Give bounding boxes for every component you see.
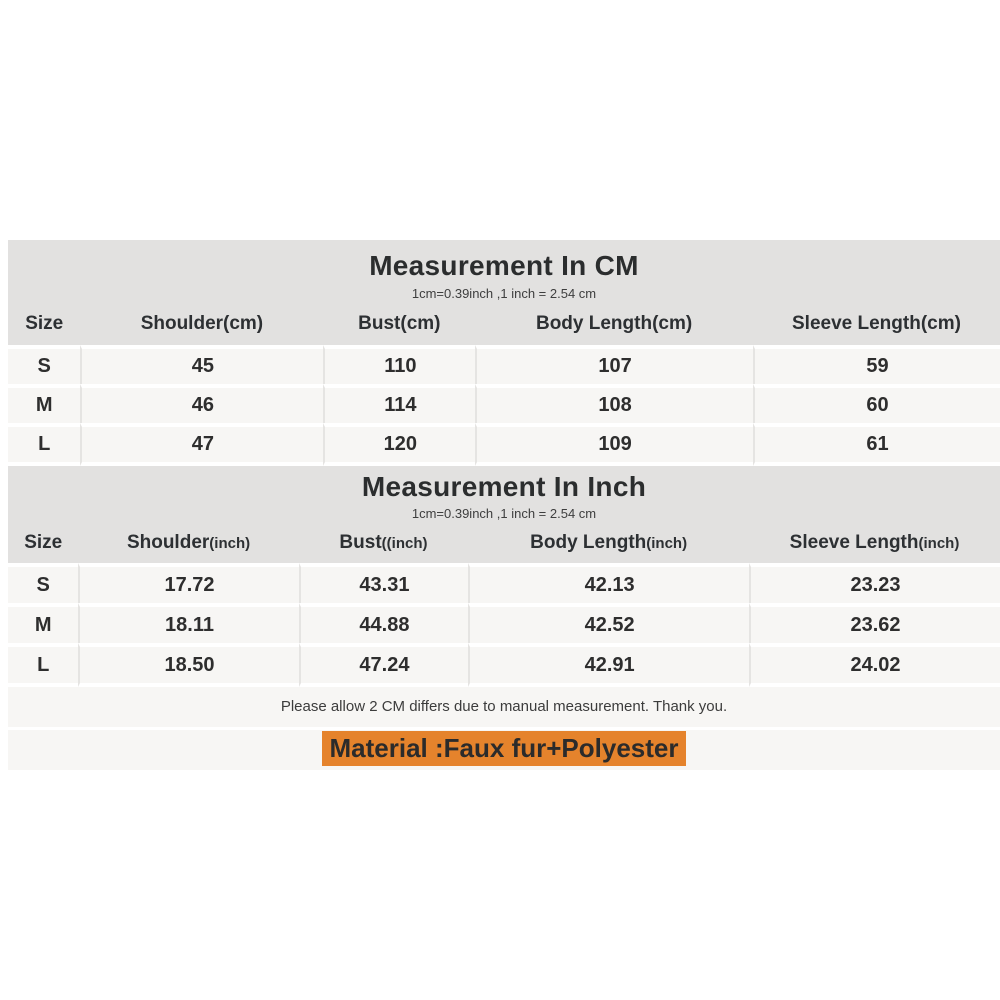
table-cell: 24.02 (749, 643, 1000, 687)
table-row (8, 384, 1000, 423)
inch-section-header (8, 466, 1000, 523)
cm-size-table (8, 303, 1000, 466)
table-row (8, 345, 1000, 384)
cm-section-header (8, 240, 1000, 303)
table-cell: 45 (80, 345, 323, 384)
table-cell: 42.13 (468, 563, 749, 603)
table-header-row (8, 303, 1000, 345)
table-cell: 42.91 (468, 643, 749, 687)
table-row (8, 423, 1000, 466)
table-cell: 43.31 (299, 563, 469, 603)
table-cell: 109 (475, 423, 753, 466)
table-row (8, 603, 1000, 643)
table-cell: M (8, 384, 80, 423)
table-cell: 120 (323, 423, 475, 466)
table-cell: 23.23 (749, 563, 1000, 603)
table-header-cell: Size (8, 303, 80, 345)
table-header-cell: Shoulder(inch) (78, 523, 298, 563)
table-cell: 59 (753, 345, 1000, 384)
table-cell: 17.72 (78, 563, 298, 603)
table-header-cell: Shoulder(cm) (80, 303, 323, 345)
table-header-cell: Body Length(cm) (475, 303, 753, 345)
table-header-cell: Bust((inch) (299, 523, 469, 563)
table-cell: 23.62 (749, 603, 1000, 643)
material-row (8, 730, 1000, 770)
table-header-cell: Bust(cm) (323, 303, 475, 345)
table-cell: 18.50 (78, 643, 298, 687)
inch-table-title: Measurement In Inch (361, 471, 647, 502)
table-header-cell: Sleeve Length(cm) (753, 303, 1000, 345)
material-highlight-label: Material :Faux fur+Polyester (322, 731, 687, 766)
inch-measurement-section (8, 466, 1000, 687)
table-cell: 110 (323, 345, 475, 384)
table-cell: M (8, 603, 78, 643)
table-header-cell: Body Length(inch) (468, 523, 749, 563)
measurement-tolerance-note: Please allow 2 CM differs due to manual measurement. Thank you. (8, 687, 1000, 730)
table-header-cell: Size (8, 523, 78, 563)
table-header-row (8, 523, 1000, 563)
table-cell: S (8, 345, 80, 384)
cm-table-title: Measurement In CM (369, 250, 639, 281)
table-cell: 18.11 (78, 603, 298, 643)
table-row (8, 643, 1000, 687)
table-row (8, 563, 1000, 603)
table-cell: 44.88 (299, 603, 469, 643)
table-cell: 107 (475, 345, 753, 384)
table-cell: L (8, 423, 80, 466)
table-cell: S (8, 563, 78, 603)
table-cell: 46 (80, 384, 323, 423)
table-cell: L (8, 643, 78, 687)
table-cell: 61 (753, 423, 1000, 466)
inch-conversion-note: 1cm=0.39inch ,1 inch = 2.54 cm (411, 506, 597, 521)
table-cell: 47 (80, 423, 323, 466)
table-header-cell: Sleeve Length(inch) (749, 523, 1000, 563)
table-cell: 60 (753, 384, 1000, 423)
size-chart (8, 240, 1000, 770)
table-cell: 47.24 (299, 643, 469, 687)
table-cell: 108 (475, 384, 753, 423)
cm-measurement-section (8, 240, 1000, 466)
cm-conversion-note: 1cm=0.39inch ,1 inch = 2.54 cm (411, 286, 597, 301)
inch-size-table (8, 523, 1000, 687)
table-cell: 114 (323, 384, 475, 423)
table-cell: 42.52 (468, 603, 749, 643)
